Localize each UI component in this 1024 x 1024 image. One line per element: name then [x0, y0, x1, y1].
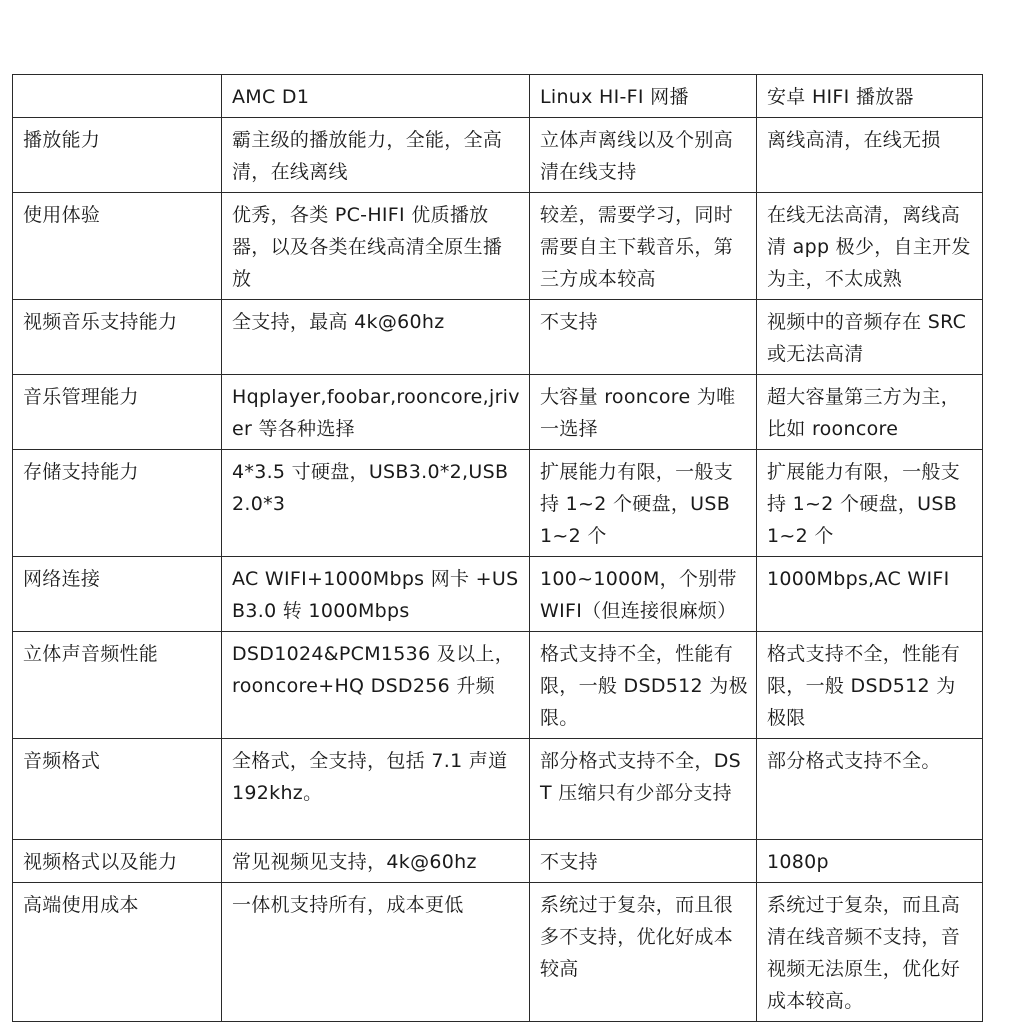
row-label: 音频格式 — [13, 739, 222, 840]
row-label: 音乐管理能力 — [13, 375, 222, 450]
cell-linux: 立体声离线以及个别高清在线支持 — [530, 118, 757, 193]
cell-linux: 系统过于复杂，而且很多不支持，优化好成本较高 — [530, 883, 757, 1022]
row-label: 视频格式以及能力 — [13, 840, 222, 883]
cell-amc: 霸主级的播放能力，全能，全高清，在线离线 — [222, 118, 530, 193]
table-row — [13, 118, 983, 193]
cell-android: 格式支持不全，性能有限，一般 DSD512 为极限 — [757, 632, 983, 739]
table-row — [13, 883, 983, 1022]
cell-linux: 不支持 — [530, 840, 757, 883]
cell-amc: 全格式，全支持，包括 7.1 声道 192khz。 — [222, 739, 530, 840]
table-header-row — [13, 75, 983, 118]
cell-linux: 100~1000M，个别带 WIFI（但连接很麻烦） — [530, 557, 757, 632]
cell-android: 视频中的音频存在 SRC 或无法高清 — [757, 300, 983, 375]
row-label: 立体声音频性能 — [13, 632, 222, 739]
row-label: 使用体验 — [13, 193, 222, 300]
table-row — [13, 375, 983, 450]
cell-android: 扩展能力有限，一般支持 1~2 个硬盘，USB 1~2 个 — [757, 450, 983, 557]
header-cell-android-hifi: 安卓 HIFI 播放器 — [757, 75, 983, 118]
cell-android: 离线高清，在线无损 — [757, 118, 983, 193]
cell-amc: AC WIFI+1000Mbps 网卡 +USB3.0 转 1000Mbps — [222, 557, 530, 632]
header-cell-linux-hifi: Linux HI-FI 网播 — [530, 75, 757, 118]
cell-linux: 较差，需要学习，同时需要自主下载音乐，第三方成本较高 — [530, 193, 757, 300]
cell-android: 超大容量第三方为主，比如 rooncore — [757, 375, 983, 450]
cell-linux: 部分格式支持不全，DST 压缩只有少部分支持 — [530, 739, 757, 840]
row-label: 视频音乐支持能力 — [13, 300, 222, 375]
cell-linux: 大容量 rooncore 为唯一选择 — [530, 375, 757, 450]
row-label: 高端使用成本 — [13, 883, 222, 1022]
row-label: 播放能力 — [13, 118, 222, 193]
cell-amc: 4*3.5 寸硬盘，USB3.0*2,USB 2.0*3 — [222, 450, 530, 557]
table-row — [13, 300, 983, 375]
cell-amc: DSD1024&PCM1536 及以上，rooncore+HQ DSD256 升频 — [222, 632, 530, 739]
cell-android: 在线无法高清，离线高清 app 极少，自主开发为主，不太成熟 — [757, 193, 983, 300]
comparison-table — [12, 74, 983, 1022]
cell-android: 部分格式支持不全。 — [757, 739, 983, 840]
cell-android: 1080p — [757, 840, 983, 883]
cell-amc: 全支持，最高 4k@60hz — [222, 300, 530, 375]
table-row — [13, 739, 983, 840]
cell-linux: 格式支持不全，性能有限，一般 DSD512 为极限。 — [530, 632, 757, 739]
cell-android: 系统过于复杂，而且高清在线音频不支持，音视频无法原生，优化好成本较高。 — [757, 883, 983, 1022]
cell-amc: 一体机支持所有，成本更低 — [222, 883, 530, 1022]
row-label: 网络连接 — [13, 557, 222, 632]
cell-linux: 不支持 — [530, 300, 757, 375]
cell-amc: 优秀，各类 PC-HIFI 优质播放器，以及各类在线高清全原生播放 — [222, 193, 530, 300]
cell-linux: 扩展能力有限，一般支持 1~2 个硬盘，USB 1~2 个 — [530, 450, 757, 557]
table-row — [13, 632, 983, 739]
table-row — [13, 193, 983, 300]
header-cell-amc-d1: AMC D1 — [222, 75, 530, 118]
row-label: 存储支持能力 — [13, 450, 222, 557]
table-row — [13, 840, 983, 883]
cell-android: 1000Mbps,AC WIFI — [757, 557, 983, 632]
cell-amc: 常见视频见支持，4k@60hz — [222, 840, 530, 883]
cell-amc: Hqplayer,foobar,rooncore,jriver 等各种选择 — [222, 375, 530, 450]
table-row — [13, 557, 983, 632]
table-row — [13, 450, 983, 557]
header-cell-empty — [13, 75, 222, 118]
